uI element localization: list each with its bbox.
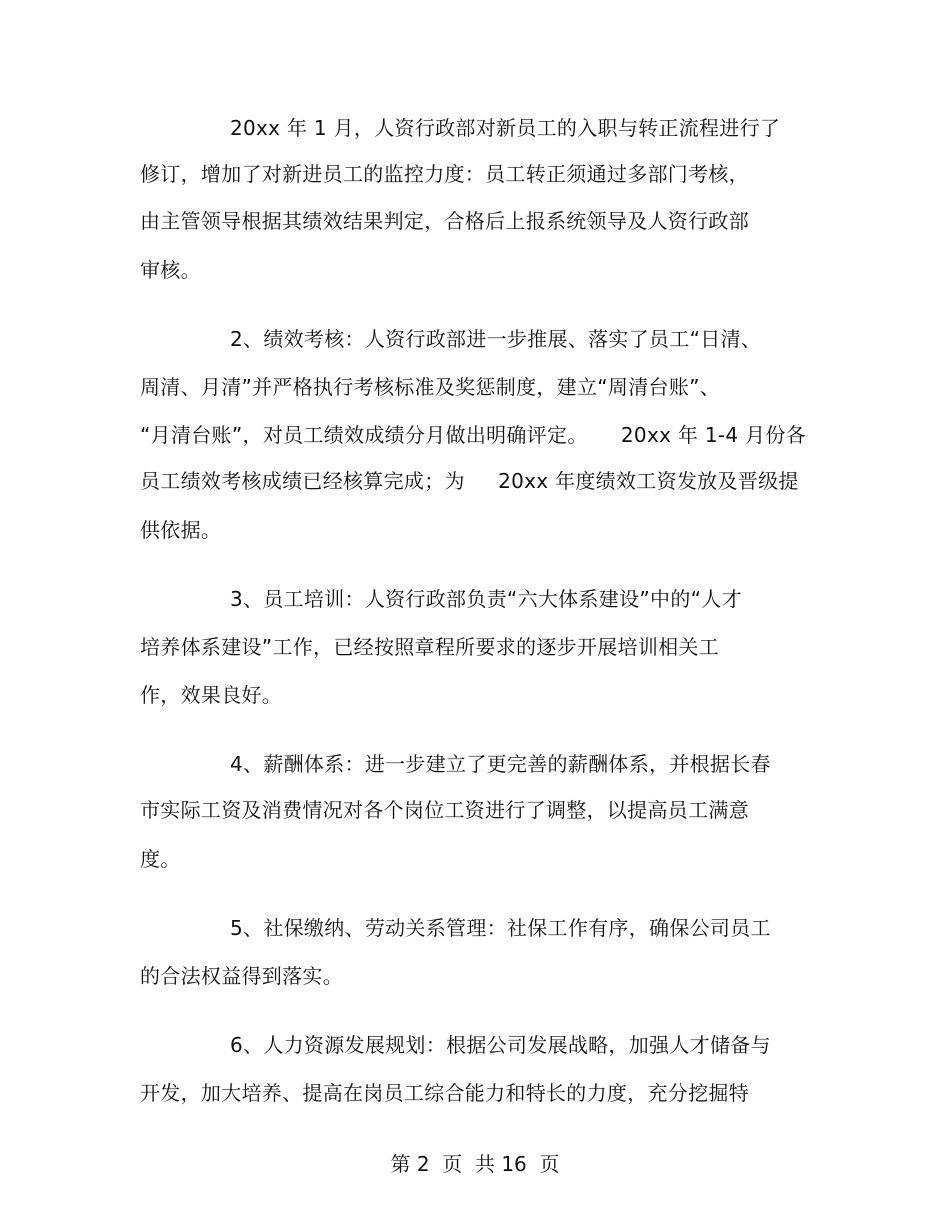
paragraph-5-line-1: 5、社保缴纳、劳动关系管理：社保工作有序，确保公司员工 <box>230 916 771 940</box>
paragraph-4-line-3: 度。 <box>140 847 181 871</box>
paragraph-2-line-1: 2、绩效考核：人资行政部进一步推展、落实了员工“日清、 <box>230 327 762 351</box>
paragraph-3-line-2: 培养体系建设”工作，已经按照章程所要求的逐步开展培训相关工 <box>140 635 720 659</box>
paragraph-5-line-2: 的合法权益得到落实。 <box>140 964 343 988</box>
paragraph-2-line-4: 员工绩效考核成绩已经核算完成；为 20xx 年度绩效工资发放及晋级提 <box>140 469 799 493</box>
paragraph-6-line-1: 6、人力资源发展规划：根据公司发展战略，加强人才储备与 <box>230 1033 771 1057</box>
page-number-footer: 第 2 页 共 16 页 <box>390 1152 560 1176</box>
paragraph-1-line-1: 20xx 年 1 月，人资行政部对新员工的入职与转正流程进行了 <box>230 116 781 140</box>
paragraph-2-line-5: 供依据。 <box>140 518 222 542</box>
paragraph-3-line-3: 作，效果良好。 <box>140 683 283 707</box>
paragraph-1-line-2: 修订，增加了对新进员工的监控力度：员工转正须通过多部门考核， <box>140 162 749 186</box>
paragraph-2-line-2: 周清、月清”并严格执行考核标准及奖惩制度，建立“周清台账”、 <box>140 375 721 399</box>
paragraph-6-line-2: 开发，加大培养、提高在岗员工综合能力和特长的力度，充分挖掘特 <box>140 1081 749 1105</box>
paragraph-4-line-2: 市实际工资及消费情况对各个岗位工资进行了调整，以提高员工满意 <box>140 798 749 822</box>
paragraph-2-line-3: “月清台账”，对员工绩效成绩分月做出明确评定。 20xx 年 1-4 月份各 <box>140 423 806 447</box>
paragraph-4-line-1: 4、薪酬体系：进一步建立了更完善的薪酬体系，并根据长春 <box>230 752 771 776</box>
paragraph-3-line-1: 3、员工培训：人资行政部负责“六大体系建设”中的“人才 <box>230 587 742 611</box>
paragraph-1-line-4: 审核。 <box>140 258 201 282</box>
paragraph-1-line-3: 由主管领导根据其绩效结果判定，合格后上报系统领导及人资行政部 <box>140 209 749 233</box>
